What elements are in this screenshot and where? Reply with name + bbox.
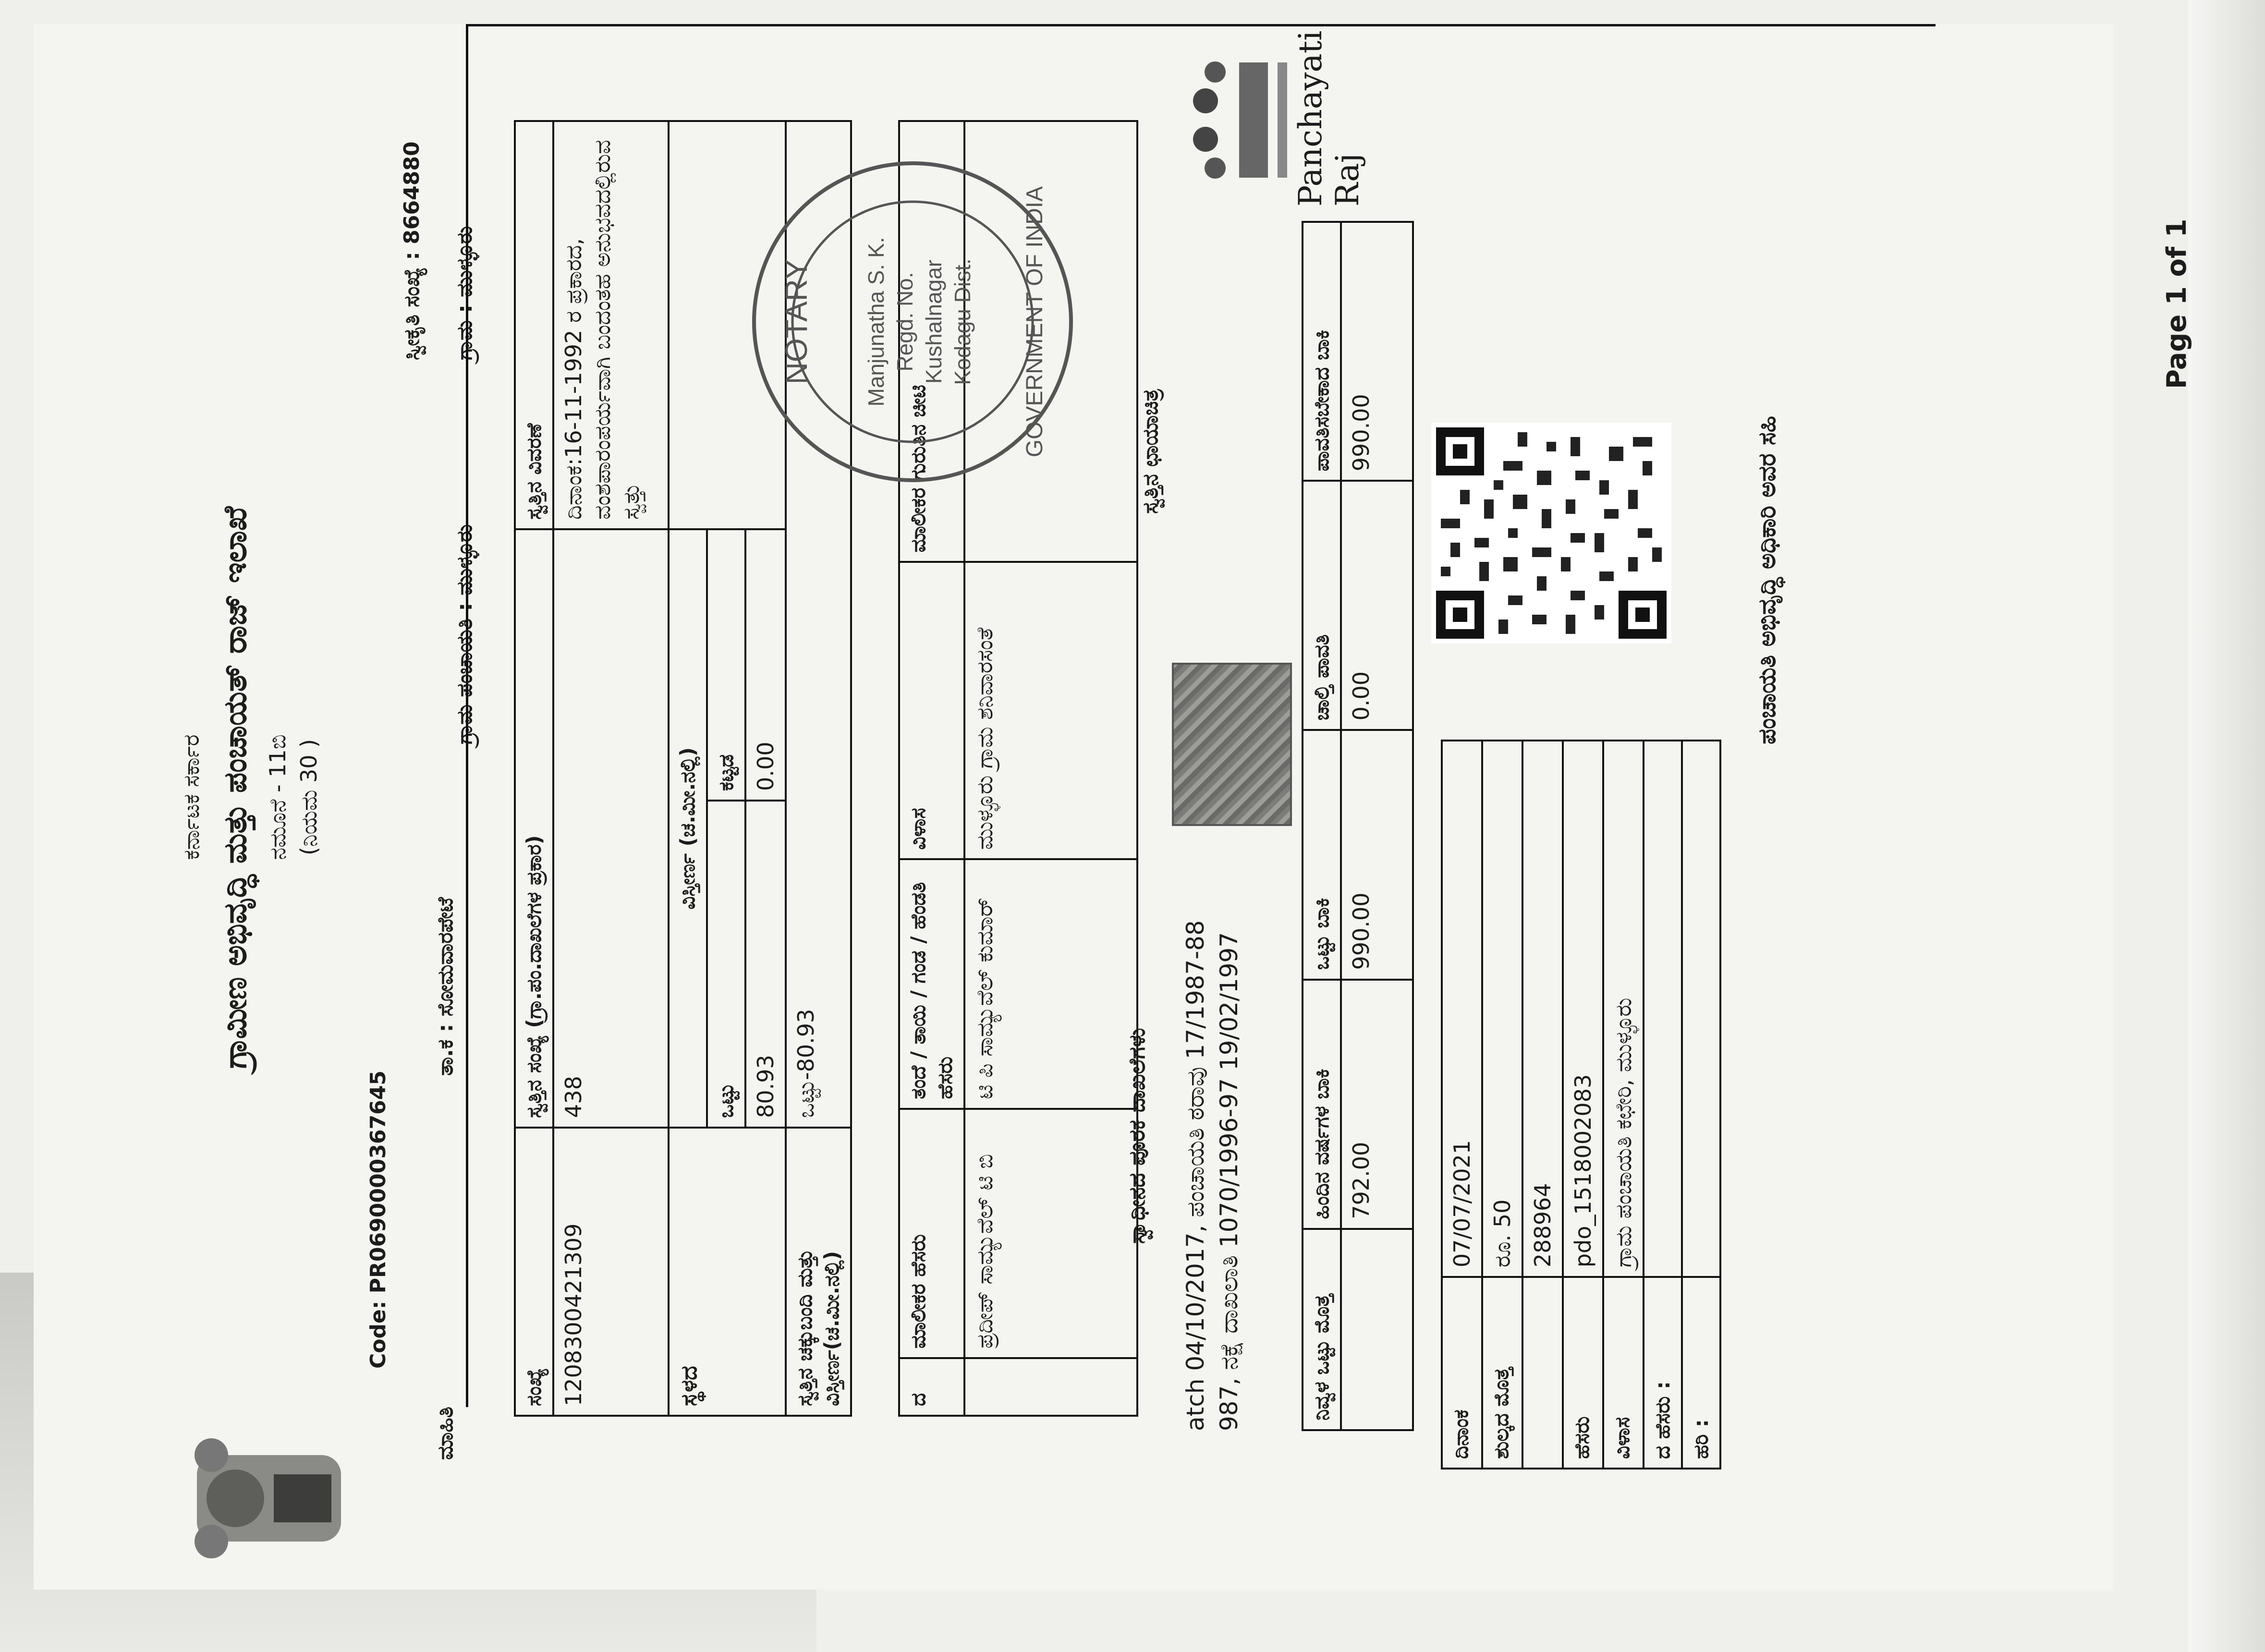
- receipt-date-label: ದಿನಾಂಕ: [1442, 1277, 1482, 1469]
- col-id-header: ಸಂಖ್ಯೆ: [515, 1128, 553, 1416]
- property-photo: [1172, 663, 1292, 826]
- stamp-govt-text: GOVERNMENT OF INDIA: [1022, 186, 1047, 458]
- property-photo-label: ಸ್ವತ್ತಿನ ಛಾಯಾಚಿತ್ರ: [1138, 389, 1163, 514]
- qr-code-icon: [1431, 423, 1671, 644]
- father-name-header: ತಂದೆ / ತಾಯಿ / ಗಂಡ / ಹೆಂಡತಿ ಹೆಸರು: [899, 859, 964, 1108]
- receipt-extra-label: ದ ಹೆಸರು :: [1644, 1277, 1682, 1469]
- property-id-value: 1208300421309: [553, 1128, 669, 1416]
- page-number: Page 1 of 1: [2161, 219, 2192, 389]
- stamp-district-text: Kodagu Dist.: [950, 258, 975, 385]
- gram-panchayat: ಗ್ರಾಮ ಪಂಚಾಯತಿ : ಮುಳ್ಳೂರು: [452, 524, 477, 744]
- net-total-value: [1341, 1229, 1413, 1430]
- receipt-address-value: ಗ್ರಾಮ ಪಂಚಾಯತಿ ಕಛೇರಿ, ಮುಳ್ಳೂರು: [1603, 741, 1644, 1277]
- receipt-date-value: 07/07/2021: [1442, 741, 1482, 1277]
- address-value: ಮುಳ್ಳೂರು ಗ್ರಾಮ ಶನಿವಾರಸಂತೆ: [964, 562, 1137, 859]
- receipt-address-label: ವಿಳಾಸ: [1603, 1277, 1644, 1469]
- receipt-number-value: 288964: [1522, 741, 1563, 1277]
- paper-edge: [2188, 0, 2265, 1652]
- net-total-header: ನಿವ್ವಳ ಒಟ್ಟು ಮೊತ್ತ: [1303, 1229, 1341, 1430]
- built-area-header: ಕಟ್ಟಡ: [707, 529, 745, 801]
- total-dues-header: ಒಟ್ಟು ಬಾಕಿ: [1303, 730, 1341, 979]
- stamp-place-text: Kushalnagar: [921, 259, 946, 384]
- dept-heading: ಗ್ರಾಮೀಣ ಅಭಿವೃದ್ಧಿ ಮತ್ತು ಪಂಚಾಯತ್ ರಾಜ್ ಇಲಾಖೆ: [217, 506, 254, 1069]
- acknowledgement-number: ಸ್ವೀಕೃತಿ ಸಂಖ್ಯೆ : 8664880: [400, 141, 424, 360]
- area-left-label: ಸ್ಥಳದ: [669, 1128, 786, 1416]
- payable-header: ಪಾವತಿಸಬೇಕಾದ ಬಾಕಿ: [1303, 222, 1341, 481]
- id-card-header: ಮಾಲೀಕರ ಗುರುತಿನ ಚೀಟಿ: [899, 121, 964, 562]
- receipt-fee-value: ರೂ. 50: [1482, 741, 1522, 1277]
- receipt-number-label: [1522, 1277, 1563, 1469]
- col-site-header: ಸ್ವತ್ತಿನ ಸಂಖ್ಯೆ (ಗ್ರಾ.ಪಂ.ದಾಖಲೆಗಳ ಪ್ರಕಾರ): [515, 529, 553, 1128]
- supporting-docs-line1: atch 04/10/2017, ಪಂಚಾಯತಿ ಠರಾವು 17/1987-88: [1181, 920, 1209, 1431]
- receipt-extra2-label: ಹರಿ :: [1682, 1277, 1720, 1469]
- site-number-value: 438: [553, 529, 669, 1128]
- taluk: ತಾ.ಕ : ಸೋಮವಾರಪೇಟೆ: [433, 897, 458, 1076]
- previous-dues-value: 792.00: [1341, 980, 1413, 1229]
- notary-stamp: [744, 154, 1081, 490]
- owner-name-header: ಮಾಲೀಕರ ಹೆಸರು: [899, 1109, 964, 1358]
- stamp-name-text: Manjunatha S. K.: [864, 237, 889, 407]
- stamp-regd-text: Regd. No.: [892, 272, 917, 372]
- owner-row-left: [964, 1358, 1137, 1416]
- owner-left-label: ದ: [899, 1358, 964, 1416]
- payable-value: 990.00: [1341, 222, 1413, 481]
- total-dues-value: 990.00: [1341, 730, 1413, 979]
- current-paid-value: 0.00: [1341, 481, 1413, 730]
- address-header: ವಿಳಾಸ: [899, 562, 964, 859]
- panchayati-raj-wordmark: Panchayati Raj: [1292, 30, 1366, 206]
- village: ಗ್ರಾಮ : ಮುಳ್ಳೂರು: [452, 226, 477, 360]
- document-page: [34, 24, 2192, 1590]
- total-area-value: 80.93: [745, 801, 786, 1128]
- tax-table: [1302, 221, 1414, 1431]
- father-name-value: ಟಿ ಪಿ ಸಾಮ್ಯುವೆಲ್ ಕುಮಾರ್: [964, 859, 1137, 1108]
- previous-dues-header: ಹಿಂದಿನ ವರ್ಷಗಳ ಬಾಕಿ: [1303, 980, 1341, 1229]
- left-cut-label: ಮಾಹಿತಿ: [433, 1407, 458, 1460]
- receipt-fee-label: ಶುಲ್ಕದ ಮೊತ್ತ: [1482, 1277, 1522, 1469]
- receipt-extra-value: [1644, 741, 1682, 1277]
- property-code: Code: PR0690000367645: [366, 1070, 390, 1369]
- receipt-extra2-value: [1682, 741, 1720, 1277]
- supporting-docs-heading: ಸ್ವಾಧೀನದ ಪೂರಕ ದಾಖಲೆಗಳು: [1124, 1028, 1150, 1244]
- supporting-docs-line2: 987, ನಕ್ಷೆ ದಾಖಲಾತಿ 1070/1996-97 19/02/1997: [1215, 932, 1243, 1431]
- stamp-notary-text: NOTARY: [779, 259, 814, 385]
- built-area-value: 0.00: [745, 529, 786, 801]
- rule-number: (ನಿಯಮ 30 ): [296, 739, 322, 856]
- current-paid-header: ಚಾಲ್ತಿ ಪಾವತಿ: [1303, 481, 1341, 730]
- boundaries-value: ಒಟ್ಟು-80.93: [786, 121, 851, 1128]
- karnataka-emblem-icon: [168, 1426, 370, 1570]
- receipt-officer-value: pdo_1518002083: [1563, 741, 1603, 1277]
- area-header: ವಿಸ್ತೀರ್ಣ (ಚ.ಮೀ.ನಲ್ಲಿ): [669, 529, 707, 1128]
- owner-name-value: ಪ್ರದೀಪ್ ಸಾಮ್ಯುವೆಲ್ ಟಿ ಬಿ: [964, 1109, 1137, 1358]
- col-desc-header: ಸ್ವತ್ತಿನ ವಿವರಣೆ: [515, 121, 553, 529]
- property-description-value: ದಿನಾಂಕ:16-11-1992 ರ ಪ್ರಕಾರದ, ವಂಶಪಾರಂಪರ್ಯವಾಗಿ ಬಂದಂತಹ ಅನುಭವದಲ್ಲಿರುವ ಸ್ವತ್ತು: [553, 121, 669, 529]
- govt-heading: ಕರ್ನಾಟಕ ಸರ್ಕಾರ: [178, 734, 204, 860]
- receipt-name-label: ಹೆಸರು: [1563, 1277, 1603, 1469]
- total-area-header: ಒಟ್ಟು: [707, 801, 745, 1128]
- boundaries-header: ಸ್ವತ್ತಿನ ಚಕ್ಕುಬಂದಿ ಮತ್ತು ವಿಸ್ತೀರ್ಣ(ಚ.ಮೀ.ನಲ್ಲಿ): [786, 1128, 851, 1416]
- pdo-signature-caption: ಪಂಚಾಯತಿ ಅಭಿವೃದ್ಧಿ ಅಧಿಕಾರಿ ಅವರ ಸಹಿ: [1753, 416, 1781, 744]
- receipt-table: [1441, 740, 1721, 1470]
- form-name: ನಮೂನೆ - 11ಬಿ: [265, 734, 291, 860]
